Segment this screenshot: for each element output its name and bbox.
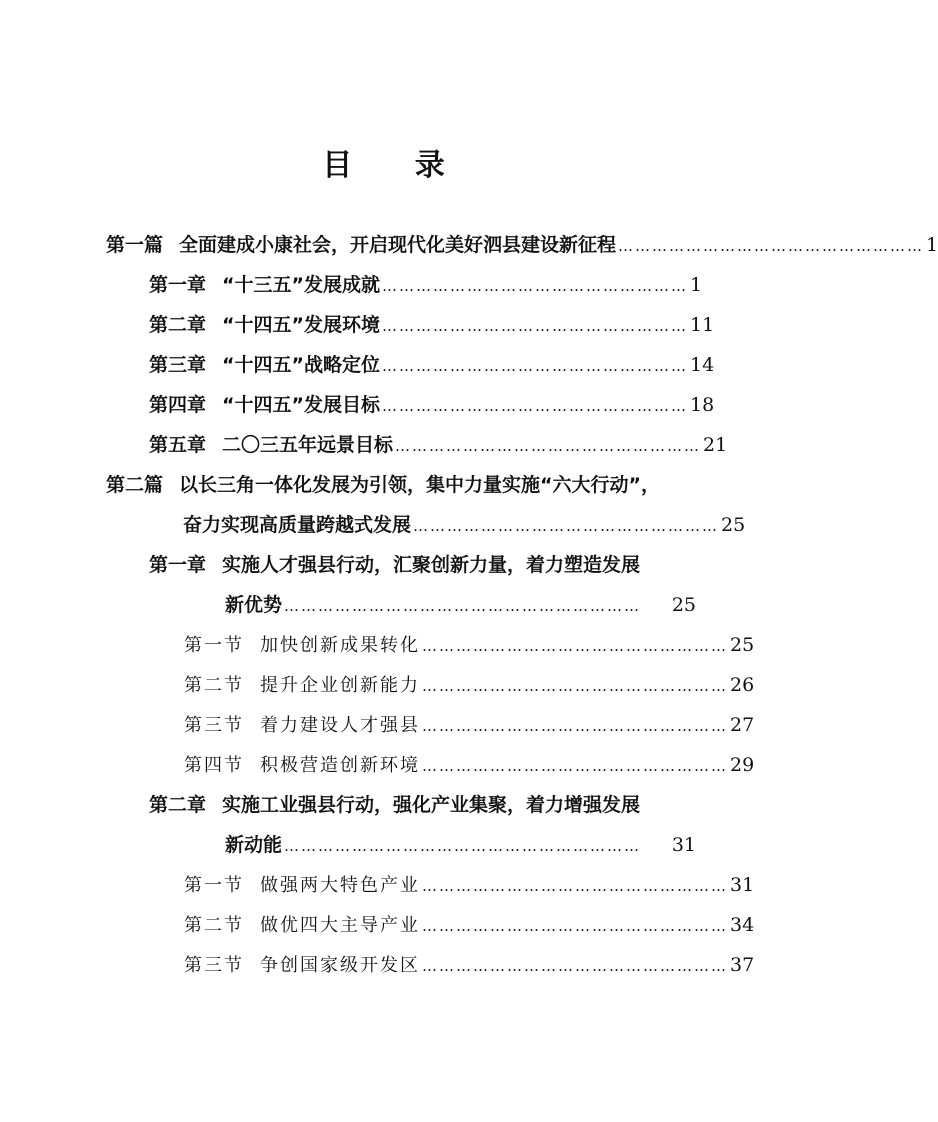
toc-entry-section[interactable] [184,708,755,742]
dot-leader: ……………………………………………… [422,757,728,775]
toc-entry-chapter[interactable] [149,388,715,422]
dot-leader: ……………………………………………… [413,517,720,535]
entry-label: 第一章 [149,274,207,296]
dot-leader: ……………………………………………… [422,677,728,695]
entry-label: 第一章 [149,554,207,576]
entry-page: 31 [671,834,696,856]
entry-label: 第二篇 [106,474,164,496]
entry-title: 做强两大特色产业 [260,875,420,896]
toc-entry-continuation[interactable] [225,828,696,862]
entry-page: 37 [730,954,755,976]
entry-title: 以长三角一体化发展为引领，集中力量实施“六大行动”， [179,474,660,496]
entry-label: 第一节 [184,875,244,896]
dot-leader: ……………………………………………… [382,317,688,335]
toc-entry-section[interactable] [184,748,755,782]
entry-label: 第三节 [184,715,244,736]
entry-page: 1 [690,274,703,296]
entry-label: 第三节 [184,955,244,976]
entry-page: 21 [703,434,728,456]
dot-leader: ……………………………………………… [382,277,688,295]
dot-leader: ……………………………………………… [618,237,925,255]
entry-title: “十四五”战略定位 [222,354,380,376]
dot-leader: ……………………………………………… [395,437,702,455]
dot-leader: ……………………………………………… [422,917,728,935]
entry-page: 34 [730,914,755,936]
dot-leader: ……………………………………………… [382,357,688,375]
entry-page: 29 [730,754,755,776]
entry-title: 加快创新成果转化 [260,635,420,656]
entry-title: 二〇三五年远景目标 [222,434,394,456]
dot-leader: ……………………………………………… [422,717,728,735]
entry-label: 第五章 [149,434,207,456]
entry-title: “十四五”发展环境 [222,314,380,336]
toc-entry-section[interactable] [184,948,755,982]
toc-entry-section[interactable] [184,868,755,902]
entry-title: 积极营造创新环境 [260,755,420,776]
toc-entry-continuation[interactable] [225,588,696,622]
toc-entry-chapter[interactable] [149,348,715,382]
toc-entry-section[interactable] [184,668,755,702]
entry-title: 全面建成小康社会，开启现代化美好泗县建设新征程 [179,234,617,256]
entry-label: 第一节 [184,635,244,656]
entry-label: 第三章 [149,354,207,376]
entry-title: “十三五”发展成就 [222,274,380,296]
entry-title: 争创国家级开发区 [260,955,420,976]
entry-label: 第二节 [184,675,244,696]
toc-entry-chapter[interactable] [149,428,728,462]
entry-label: 第四章 [149,394,207,416]
toc-entry-part-1[interactable] [106,228,938,262]
entry-page: 1 [926,234,938,256]
entry-page: 25 [730,634,755,656]
entry-label: 第四节 [184,755,244,776]
toc-entry-chapter[interactable] [149,788,696,822]
entry-title: 新优势 [225,594,283,616]
entry-page: 25 [721,514,746,536]
entry-page: 31 [730,874,755,896]
entry-title: “十四五”发展目标 [222,394,380,416]
entry-title: 着力建设人才强县 [260,715,420,736]
dot-leader: ……………………………………………………… [284,597,642,615]
entry-page: 18 [690,394,715,416]
entry-page: 11 [690,314,715,336]
toc-entry-section[interactable] [184,628,755,662]
dot-leader: ……………………………………………… [382,397,688,415]
entry-title: 奋力实现高质量跨越式发展 [183,514,412,536]
entry-label: 第一篇 [106,234,164,256]
toc-entry-chapter[interactable] [149,548,696,582]
entry-page: 26 [730,674,755,696]
dot-leader: ……………………………………………… [422,877,728,895]
entry-label: 第二章 [149,794,207,816]
toc-entry-chapter[interactable] [149,268,703,302]
entry-title: 新动能 [225,834,283,856]
dot-leader: ……………………………………………… [422,637,728,655]
entry-page: 27 [730,714,755,736]
entry-page: 25 [671,594,696,616]
toc-entry-section[interactable] [184,908,755,942]
toc-entry-part-2[interactable] [106,468,696,502]
dot-leader: ……………………………………………………… [284,837,642,855]
toc-entry-continuation[interactable] [183,508,746,542]
entry-title: 实施人才强县行动，汇聚创新力量，着力塑造发展 [222,554,641,576]
toc-title: 目 录 [322,148,471,183]
entry-page: 14 [690,354,715,376]
entry-title: 实施工业强县行动，强化产业集聚，着力增强发展 [222,794,641,816]
entry-title: 做优四大主导产业 [260,915,420,936]
entry-label: 第二章 [149,314,207,336]
dot-leader: ……………………………………………… [422,957,728,975]
entry-title: 提升企业创新能力 [260,675,420,696]
entry-label: 第二节 [184,915,244,936]
toc-entry-chapter[interactable] [149,308,715,342]
